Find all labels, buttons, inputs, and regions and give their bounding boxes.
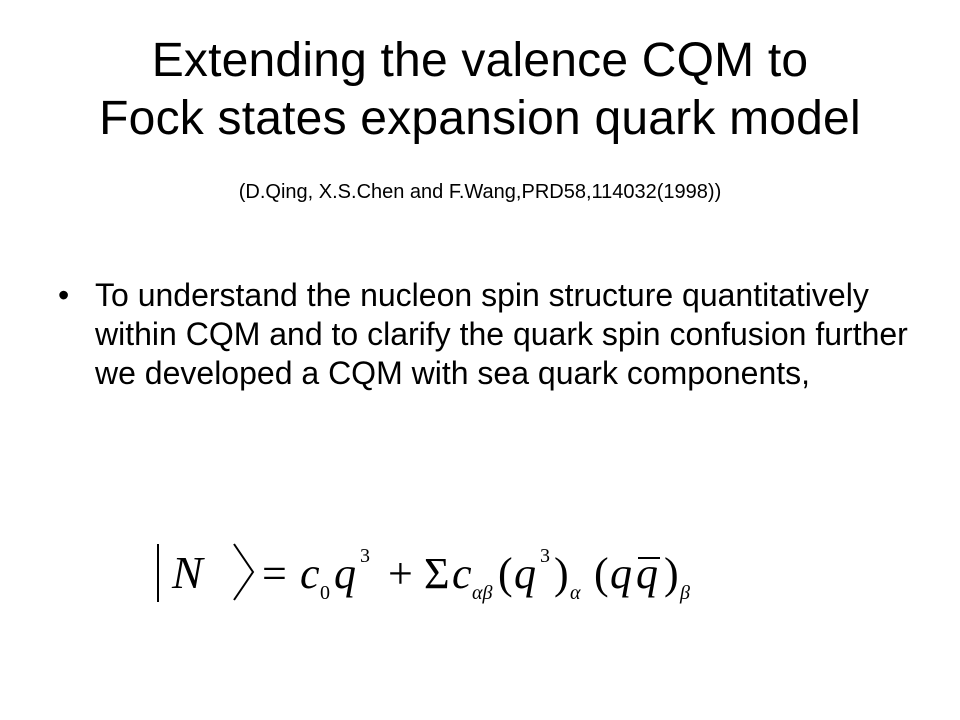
formula-rparen-2: ) (664, 549, 679, 598)
formula-sub-a: α (570, 582, 581, 604)
formula-exp3-b: 3 (540, 545, 550, 567)
formula-q1: q (334, 549, 356, 598)
bullet-list (58, 276, 918, 393)
formula-lparen-1: ( (498, 549, 513, 598)
bullet-marker: • (58, 277, 70, 313)
formula-q3: q (610, 549, 632, 598)
formula-qbar: q (636, 549, 658, 598)
formula-state: N (172, 547, 203, 598)
slide-title (40, 32, 920, 148)
bullet-item (58, 276, 918, 393)
formula (150, 528, 790, 618)
formula-sigma: Σ (424, 549, 450, 598)
formula-sub-b: β (680, 582, 690, 604)
formula-sub-ab: αβ (472, 582, 493, 604)
bullet-text: To understand the nucleon spin structure quantitatively within CQM and to clarify the quark spin confusion further we developed a CQM with sea quark components, (95, 277, 908, 391)
formula-rparen-1: ) (554, 549, 569, 598)
formula-equals: = (262, 549, 287, 598)
formula-exp3-a: 3 (360, 545, 370, 567)
formula-lparen-2: ( (594, 549, 609, 598)
formula-sub0: 0 (320, 582, 330, 604)
formula-c0: c (300, 549, 320, 598)
citation: (D.Qing, X.S.Chen and F.Wang,PRD58,114032(1998)) (238, 181, 722, 203)
title-line-2: Fock states expansion quark model (99, 92, 861, 145)
formula-c-ab: c (452, 549, 472, 598)
ket-angle (234, 544, 253, 600)
formula-q2: q (514, 549, 536, 598)
formula-plus: + (388, 549, 413, 598)
title-line-1: Extending the valence CQM to (151, 34, 809, 87)
